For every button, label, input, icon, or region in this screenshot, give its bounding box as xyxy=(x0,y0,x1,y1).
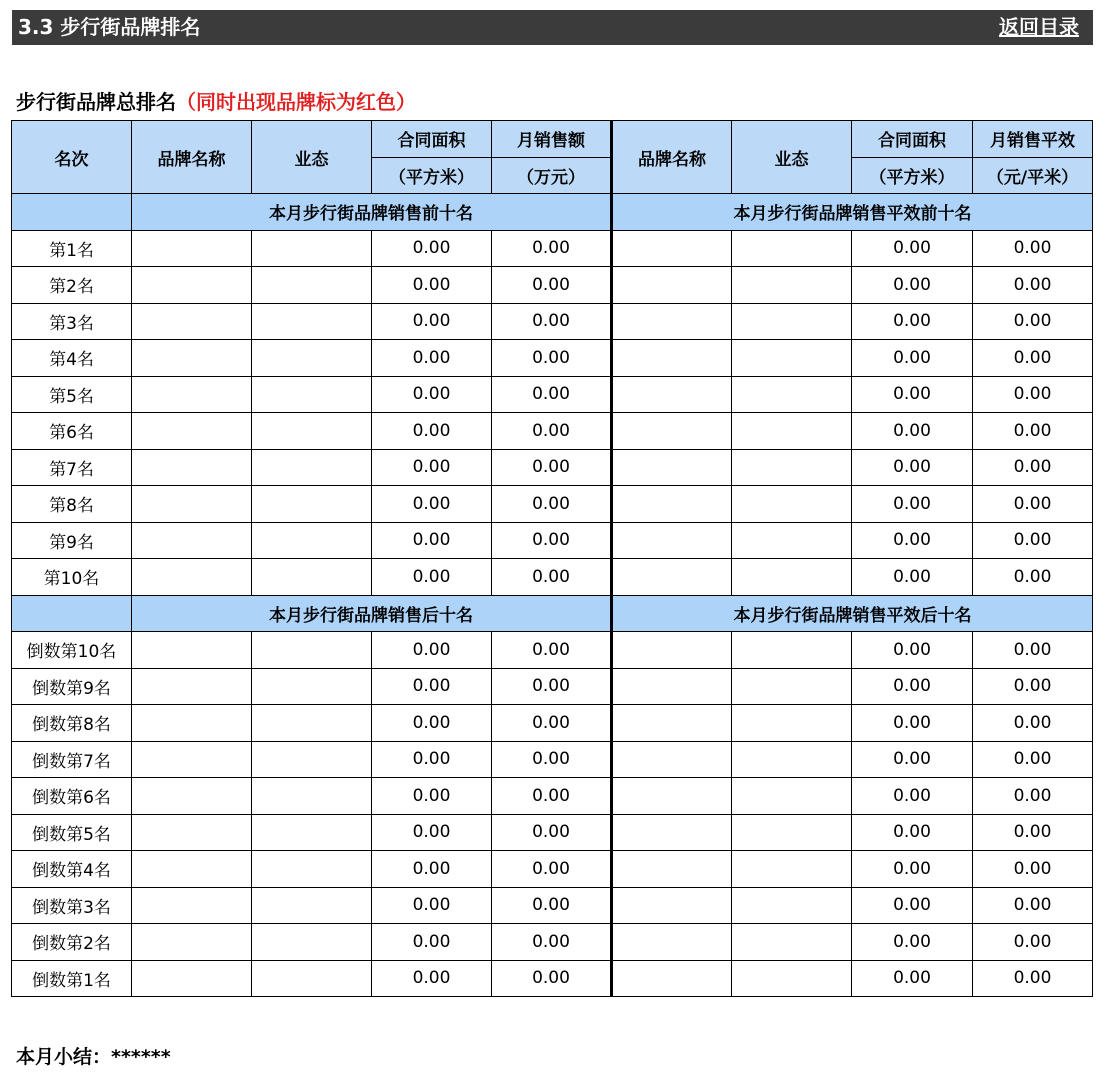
area-2-cell: 0.00 xyxy=(852,267,973,304)
sales-cell: 0.00 xyxy=(492,814,612,851)
type-2-cell xyxy=(732,851,852,888)
area-2-cell: 0.00 xyxy=(852,960,973,997)
rank-cell: 倒数第2名 xyxy=(12,924,132,961)
type-2-cell xyxy=(732,230,852,267)
brand-cell xyxy=(132,522,252,559)
sales-cell: 0.00 xyxy=(492,376,612,413)
type-2-cell xyxy=(732,522,852,559)
type-cell xyxy=(252,741,372,778)
col-header-sales-unit: （万元） xyxy=(492,157,612,194)
type-cell xyxy=(252,705,372,742)
table-row xyxy=(12,960,1093,997)
table-title-note: （同时出现品牌标为红色） xyxy=(176,90,416,114)
sales-cell: 0.00 xyxy=(492,778,612,815)
type-cell xyxy=(252,340,372,377)
sales-cell: 0.00 xyxy=(492,413,612,450)
table-row xyxy=(12,632,1093,669)
rank-cell: 倒数第1名 xyxy=(12,960,132,997)
type-2-cell xyxy=(732,449,852,486)
area-2-cell: 0.00 xyxy=(852,924,973,961)
section-heading: 3.3 步行街品牌排名 xyxy=(18,15,201,39)
table-row xyxy=(12,522,1093,559)
efficiency-cell: 0.00 xyxy=(973,632,1093,669)
type-cell xyxy=(252,449,372,486)
area-2-cell: 0.00 xyxy=(852,230,973,267)
band-bottom-efficiency: 本月步行街品牌销售平效后十名 xyxy=(612,595,1093,632)
efficiency-cell: 0.00 xyxy=(973,960,1093,997)
col-header-area-unit: （平方米） xyxy=(372,157,492,194)
table-row xyxy=(12,413,1093,450)
table-row xyxy=(12,486,1093,523)
sales-cell: 0.00 xyxy=(492,559,612,596)
area-cell: 0.00 xyxy=(372,449,492,486)
type-2-cell xyxy=(732,741,852,778)
efficiency-cell: 0.00 xyxy=(973,486,1093,523)
area-cell: 0.00 xyxy=(372,851,492,888)
sales-cell: 0.00 xyxy=(492,887,612,924)
sales-cell: 0.00 xyxy=(492,230,612,267)
rank-cell: 第10名 xyxy=(12,559,132,596)
brand-2-cell xyxy=(612,340,732,377)
brand-2-cell xyxy=(612,778,732,815)
brand-cell xyxy=(132,303,252,340)
area-2-cell: 0.00 xyxy=(852,413,973,450)
rank-cell: 倒数第7名 xyxy=(12,741,132,778)
area-2-cell: 0.00 xyxy=(852,705,973,742)
brand-2-cell xyxy=(612,303,732,340)
type-cell xyxy=(252,303,372,340)
table-row xyxy=(12,814,1093,851)
sales-cell: 0.00 xyxy=(492,924,612,961)
brand-cell xyxy=(132,887,252,924)
type-2-cell xyxy=(732,303,852,340)
table-row xyxy=(12,887,1093,924)
type-cell xyxy=(252,486,372,523)
col-header-brand: 品牌名称 xyxy=(132,121,252,194)
brand-cell xyxy=(132,340,252,377)
col-header-area: 合同面积 xyxy=(372,121,492,158)
brand-cell xyxy=(132,778,252,815)
area-2-cell: 0.00 xyxy=(852,559,973,596)
area-cell: 0.00 xyxy=(372,486,492,523)
brand-2-cell xyxy=(612,267,732,304)
brand-2-cell xyxy=(612,741,732,778)
efficiency-cell: 0.00 xyxy=(973,559,1093,596)
band-top-sales: 本月步行街品牌销售前十名 xyxy=(132,194,612,231)
type-cell xyxy=(252,887,372,924)
brand-2-cell xyxy=(612,705,732,742)
type-cell xyxy=(252,522,372,559)
brand-cell xyxy=(132,668,252,705)
area-2-cell: 0.00 xyxy=(852,887,973,924)
efficiency-cell: 0.00 xyxy=(973,522,1093,559)
col-header-area-2: 合同面积 xyxy=(852,121,973,158)
brand-cell xyxy=(132,705,252,742)
brand-2-cell xyxy=(612,851,732,888)
area-2-cell: 0.00 xyxy=(852,376,973,413)
type-cell xyxy=(252,814,372,851)
efficiency-cell: 0.00 xyxy=(973,814,1093,851)
efficiency-cell: 0.00 xyxy=(973,376,1093,413)
brand-cell xyxy=(132,267,252,304)
rank-cell: 第1名 xyxy=(12,230,132,267)
brand-2-cell xyxy=(612,486,732,523)
efficiency-cell: 0.00 xyxy=(973,741,1093,778)
table-row xyxy=(12,705,1093,742)
brand-2-cell xyxy=(612,559,732,596)
brand-cell xyxy=(132,559,252,596)
efficiency-cell: 0.00 xyxy=(973,778,1093,815)
sales-cell: 0.00 xyxy=(492,486,612,523)
table-row xyxy=(12,376,1093,413)
type-2-cell xyxy=(732,376,852,413)
table-row xyxy=(12,851,1093,888)
area-2-cell: 0.00 xyxy=(852,522,973,559)
rank-cell: 倒数第10名 xyxy=(12,632,132,669)
efficiency-cell: 0.00 xyxy=(973,449,1093,486)
monthly-summary xyxy=(16,1044,171,1070)
type-2-cell xyxy=(732,413,852,450)
col-header-sales: 月销售额 xyxy=(492,121,612,158)
type-2-cell xyxy=(732,924,852,961)
col-header-area-2-unit: （平方米） xyxy=(852,157,973,194)
brand-2-cell xyxy=(612,924,732,961)
brand-2-cell xyxy=(612,449,732,486)
rank-cell: 倒数第5名 xyxy=(12,814,132,851)
type-2-cell xyxy=(732,960,852,997)
brand-cell xyxy=(132,851,252,888)
efficiency-cell: 0.00 xyxy=(973,267,1093,304)
sales-cell: 0.00 xyxy=(492,851,612,888)
area-cell: 0.00 xyxy=(372,887,492,924)
back-to-contents-link[interactable]: 返回目录 xyxy=(999,15,1079,39)
area-cell: 0.00 xyxy=(372,705,492,742)
type-cell xyxy=(252,267,372,304)
efficiency-cell: 0.00 xyxy=(973,851,1093,888)
sales-cell: 0.00 xyxy=(492,340,612,377)
area-cell: 0.00 xyxy=(372,741,492,778)
area-cell: 0.00 xyxy=(372,522,492,559)
efficiency-cell: 0.00 xyxy=(973,230,1093,267)
brand-2-cell xyxy=(612,522,732,559)
summary-value: ****** xyxy=(111,1046,171,1068)
type-cell xyxy=(252,851,372,888)
band-blank-cell xyxy=(12,595,132,632)
brand-cell xyxy=(132,376,252,413)
area-cell: 0.00 xyxy=(372,303,492,340)
type-cell xyxy=(252,924,372,961)
area-2-cell: 0.00 xyxy=(852,814,973,851)
table-row xyxy=(12,924,1093,961)
efficiency-cell: 0.00 xyxy=(973,705,1093,742)
section-header-bar xyxy=(12,10,1093,45)
col-header-efficiency-unit: （元/平米） xyxy=(973,157,1093,194)
area-cell: 0.00 xyxy=(372,267,492,304)
brand-cell xyxy=(132,230,252,267)
sales-cell: 0.00 xyxy=(492,741,612,778)
type-2-cell xyxy=(732,486,852,523)
efficiency-cell: 0.00 xyxy=(973,413,1093,450)
rank-cell: 第3名 xyxy=(12,303,132,340)
col-header-rank: 名次 xyxy=(12,121,132,194)
type-2-cell xyxy=(732,632,852,669)
brand-cell xyxy=(132,960,252,997)
type-2-cell xyxy=(732,887,852,924)
brand-cell xyxy=(132,413,252,450)
area-cell: 0.00 xyxy=(372,960,492,997)
type-cell xyxy=(252,960,372,997)
rank-cell: 第8名 xyxy=(12,486,132,523)
brand-2-cell xyxy=(612,376,732,413)
brand-2-cell xyxy=(612,230,732,267)
area-cell: 0.00 xyxy=(372,340,492,377)
rank-cell: 倒数第4名 xyxy=(12,851,132,888)
rank-cell: 第6名 xyxy=(12,413,132,450)
table-row xyxy=(12,741,1093,778)
area-cell: 0.00 xyxy=(372,924,492,961)
table-row xyxy=(12,303,1093,340)
brand-2-cell xyxy=(612,413,732,450)
sales-cell: 0.00 xyxy=(492,705,612,742)
col-header-brand-2: 品牌名称 xyxy=(612,121,732,194)
table-row xyxy=(12,449,1093,486)
sales-cell: 0.00 xyxy=(492,668,612,705)
table-row xyxy=(12,267,1093,304)
area-cell: 0.00 xyxy=(372,632,492,669)
area-2-cell: 0.00 xyxy=(852,741,973,778)
type-cell xyxy=(252,778,372,815)
area-cell: 0.00 xyxy=(372,376,492,413)
brand-2-cell xyxy=(612,960,732,997)
area-cell: 0.00 xyxy=(372,413,492,450)
brand-cell xyxy=(132,632,252,669)
table-row xyxy=(12,559,1093,596)
rank-cell: 倒数第6名 xyxy=(12,778,132,815)
rank-cell: 第7名 xyxy=(12,449,132,486)
efficiency-cell: 0.00 xyxy=(973,303,1093,340)
type-2-cell xyxy=(732,778,852,815)
type-cell xyxy=(252,668,372,705)
col-header-type: 业态 xyxy=(252,121,372,194)
summary-label: 本月小结： xyxy=(16,1046,112,1068)
area-2-cell: 0.00 xyxy=(852,851,973,888)
type-cell xyxy=(252,413,372,450)
col-header-efficiency: 月销售平效 xyxy=(973,121,1093,158)
efficiency-cell: 0.00 xyxy=(973,924,1093,961)
brand-2-cell xyxy=(612,632,732,669)
brand-cell xyxy=(132,449,252,486)
header-row-1 xyxy=(12,121,1093,158)
type-cell xyxy=(252,632,372,669)
area-2-cell: 0.00 xyxy=(852,778,973,815)
type-cell xyxy=(252,376,372,413)
table-title xyxy=(16,88,416,116)
rank-cell: 第9名 xyxy=(12,522,132,559)
brand-cell xyxy=(132,486,252,523)
table-row xyxy=(12,230,1093,267)
brand-2-cell xyxy=(612,887,732,924)
band-bottom-sales: 本月步行街品牌销售后十名 xyxy=(132,595,612,632)
type-cell xyxy=(252,230,372,267)
rank-cell: 倒数第8名 xyxy=(12,705,132,742)
area-2-cell: 0.00 xyxy=(852,449,973,486)
type-2-cell xyxy=(732,705,852,742)
band-top-efficiency: 本月步行街品牌销售平效前十名 xyxy=(612,194,1093,231)
area-cell: 0.00 xyxy=(372,778,492,815)
efficiency-cell: 0.00 xyxy=(973,887,1093,924)
efficiency-cell: 0.00 xyxy=(973,340,1093,377)
area-2-cell: 0.00 xyxy=(852,486,973,523)
brand-cell xyxy=(132,924,252,961)
type-2-cell xyxy=(732,559,852,596)
sales-cell: 0.00 xyxy=(492,303,612,340)
band-row-top xyxy=(12,194,1093,231)
area-cell: 0.00 xyxy=(372,559,492,596)
efficiency-cell: 0.00 xyxy=(973,668,1093,705)
brand-2-cell xyxy=(612,668,732,705)
type-2-cell xyxy=(732,814,852,851)
area-2-cell: 0.00 xyxy=(852,668,973,705)
col-header-type-2: 业态 xyxy=(732,121,852,194)
type-2-cell xyxy=(732,267,852,304)
type-2-cell xyxy=(732,668,852,705)
area-cell: 0.00 xyxy=(372,814,492,851)
band-blank-cell xyxy=(12,194,132,231)
rank-cell: 倒数第9名 xyxy=(12,668,132,705)
area-cell: 0.00 xyxy=(372,230,492,267)
table-title-text: 步行街品牌总排名 xyxy=(16,90,176,114)
type-cell xyxy=(252,559,372,596)
rank-cell: 第5名 xyxy=(12,376,132,413)
sales-cell: 0.00 xyxy=(492,522,612,559)
band-row-bottom xyxy=(12,595,1093,632)
brand-cell xyxy=(132,814,252,851)
rank-cell: 第2名 xyxy=(12,267,132,304)
area-2-cell: 0.00 xyxy=(852,632,973,669)
brand-ranking-table xyxy=(11,120,1093,997)
brand-cell xyxy=(132,741,252,778)
area-2-cell: 0.00 xyxy=(852,340,973,377)
sales-cell: 0.00 xyxy=(492,449,612,486)
type-2-cell xyxy=(732,340,852,377)
rank-cell: 倒数第3名 xyxy=(12,887,132,924)
area-cell: 0.00 xyxy=(372,668,492,705)
sales-cell: 0.00 xyxy=(492,267,612,304)
table-row xyxy=(12,340,1093,377)
rank-cell: 第4名 xyxy=(12,340,132,377)
table-row xyxy=(12,778,1093,815)
table-row xyxy=(12,668,1093,705)
area-2-cell: 0.00 xyxy=(852,303,973,340)
sales-cell: 0.00 xyxy=(492,632,612,669)
sales-cell: 0.00 xyxy=(492,960,612,997)
brand-2-cell xyxy=(612,814,732,851)
